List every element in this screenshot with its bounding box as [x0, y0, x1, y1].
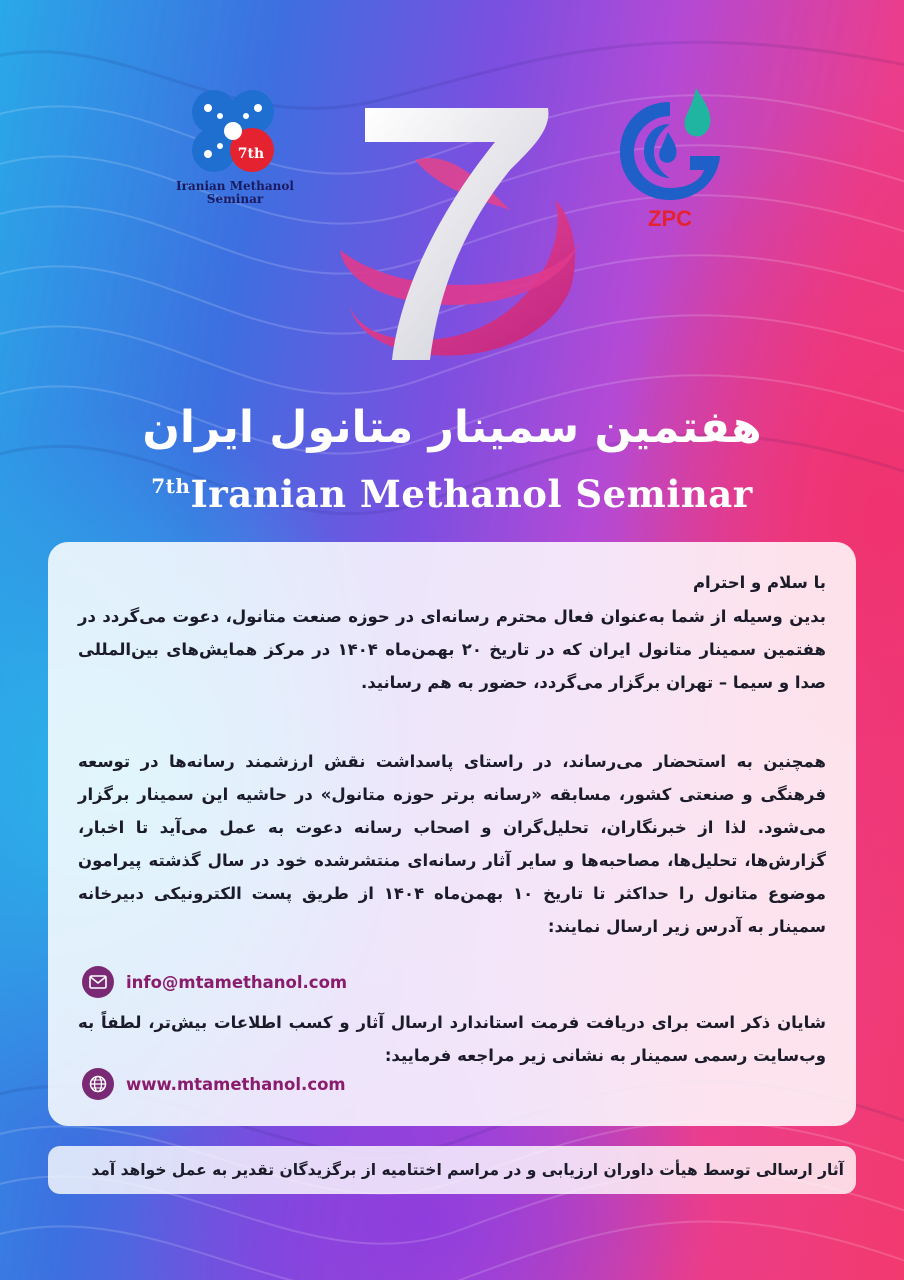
email-link[interactable]: info@mtamethanol.com	[126, 972, 348, 992]
globe-icon	[82, 1068, 114, 1100]
greeting-text: با سلام و احترام	[692, 573, 826, 592]
invitation-paragraph: بدین وسیله از شما به‌عنوان فعال محترم رسانه‌ای در حوزه صنعت متانول، دعوت می‌گردد در هفتمین سمینار متانول ایران که در تاریخ ۲۰ بهمن‌ماه ۱۴۰۴ در مرکز همایش‌های بین‌المللی صدا و سیما – تهران برگزار می‌گردد، حضور به هم رسانید.	[78, 607, 827, 692]
website-paragraph: شایان ذکر است برای دریافت فرمت استاندارد ارسال آثار و کسب اطلاعات بیش‌تر، لطفاً به وب‌سایت رسمی سمینار به نشانی زیر مراجعه فرمایید:	[78, 1013, 826, 1065]
email-row[interactable]	[82, 966, 347, 998]
website-row[interactable]	[82, 1068, 346, 1100]
website-link[interactable]: www.mtamethanol.com	[126, 1074, 346, 1094]
title-english	[0, 472, 904, 516]
footer-text: آثار ارسالی توسط هیأت داوران ارزیابی و در مراسم اختتامیه از برگزیدگان تقدیر به عمل خواهد آمد	[91, 1161, 844, 1179]
title-persian: هفتمین سمینار متانول ایران	[142, 402, 762, 453]
zpc-logo-text: ZPC	[648, 206, 692, 230]
contest-paragraph: همچنین به استحضار می‌رساند، در راستای پاسداشت نقش ارزشمند رسانه‌ها در توسعه فرهنگی و صنعتی کشور، مسابقه «رسانه برتر حوزه متانول» در حاشیه این سمینار برگزار می‌شود. لذا از خبرنگاران، تحلیل‌گران و اصحاب رسانه دعوت به عمل می‌آید تا اخبار، گزارش‌ها، تحلیل‌ها، مصاحبه‌ها و سایر آثار رسانه‌ای منتشرشده خود در سال گذشته پیرامون موضوع متانول را حداکثر تا تاریخ ۱۰ بهمن‌ماه ۱۴۰۴ از طریق پست الکترونیکی دبیرخانه سمینار به آدرس زیر ارسال نمایند:	[78, 752, 826, 936]
title-english-ordinal: 7th	[151, 474, 191, 498]
zpc-logo	[610, 80, 730, 230]
seven-emblem	[320, 90, 600, 380]
seminar-logo-text: Iranian Methanol Seminar	[176, 179, 294, 206]
envelope-icon	[82, 966, 114, 998]
title-english-main: Iranian Methanol Seminar	[190, 472, 753, 516]
logo-ordinal: 7th	[237, 146, 265, 162]
